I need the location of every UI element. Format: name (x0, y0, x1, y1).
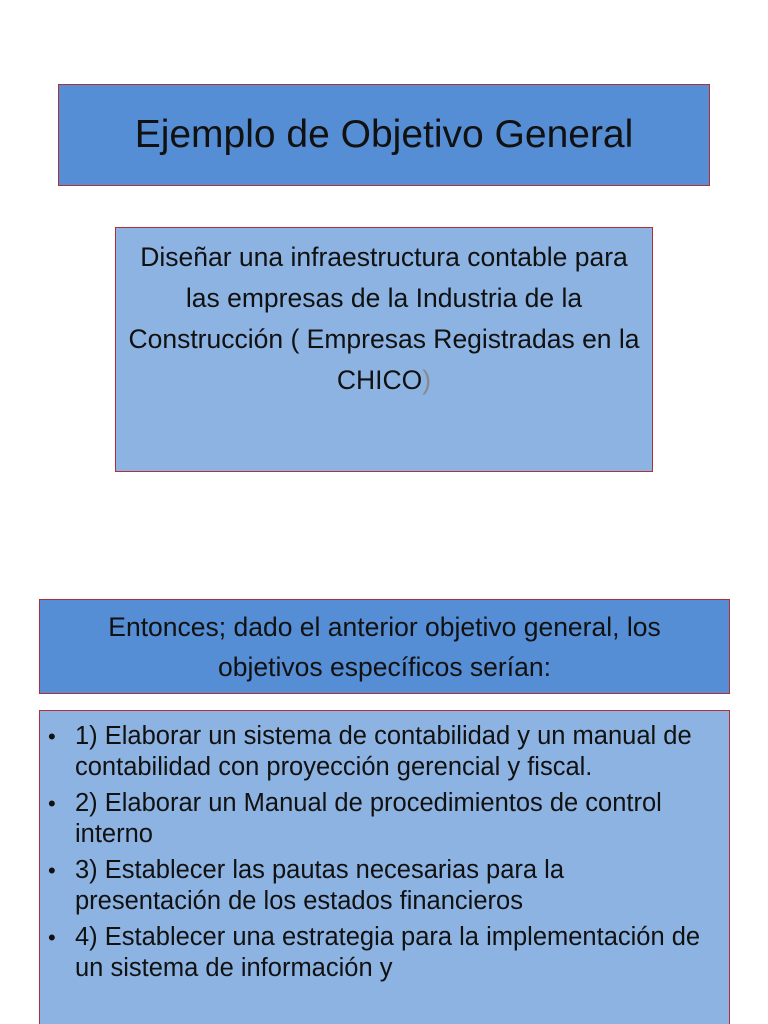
list-item (46, 788, 715, 850)
general-objective-box (115, 227, 653, 472)
title-box (58, 84, 710, 186)
list-item (46, 922, 715, 984)
page-title: Ejemplo de Objetivo General (134, 113, 634, 156)
specific-objectives-header: Entonces; dado el anterior objetivo general, los objetivos específicos serían: (108, 611, 661, 682)
list-item-text: 3) Establecer las pautas necesarias para la presentación de los estados financieros (75, 856, 565, 915)
bullet-icon: • (48, 791, 56, 816)
list-item-text: 2) Elaborar un Manual de procedimientos de control interno (75, 789, 662, 848)
list-item (46, 855, 715, 917)
list-item-text: 4) Establecer una estrategia para la implementación de un sistema de información y (75, 923, 701, 982)
list-item-text: 1) Elaborar un sistema de contabilidad y un manual de contabilidad con proyección gerencial y fiscal. (75, 722, 692, 781)
bullet-icon: • (48, 925, 56, 950)
list-item (46, 721, 715, 783)
general-objective-closing-paren: ) (422, 365, 432, 395)
bullet-icon: • (48, 724, 56, 749)
bullet-icon: • (48, 858, 56, 883)
specific-objectives-header-box (39, 599, 730, 694)
general-objective-text: Diseñar una infraestructura contable para las empresas de la Industria de la Construcción ( Empresas Registradas en la CHICO (128, 242, 640, 395)
specific-objectives-list (46, 721, 715, 984)
specific-objectives-box (39, 710, 730, 1024)
